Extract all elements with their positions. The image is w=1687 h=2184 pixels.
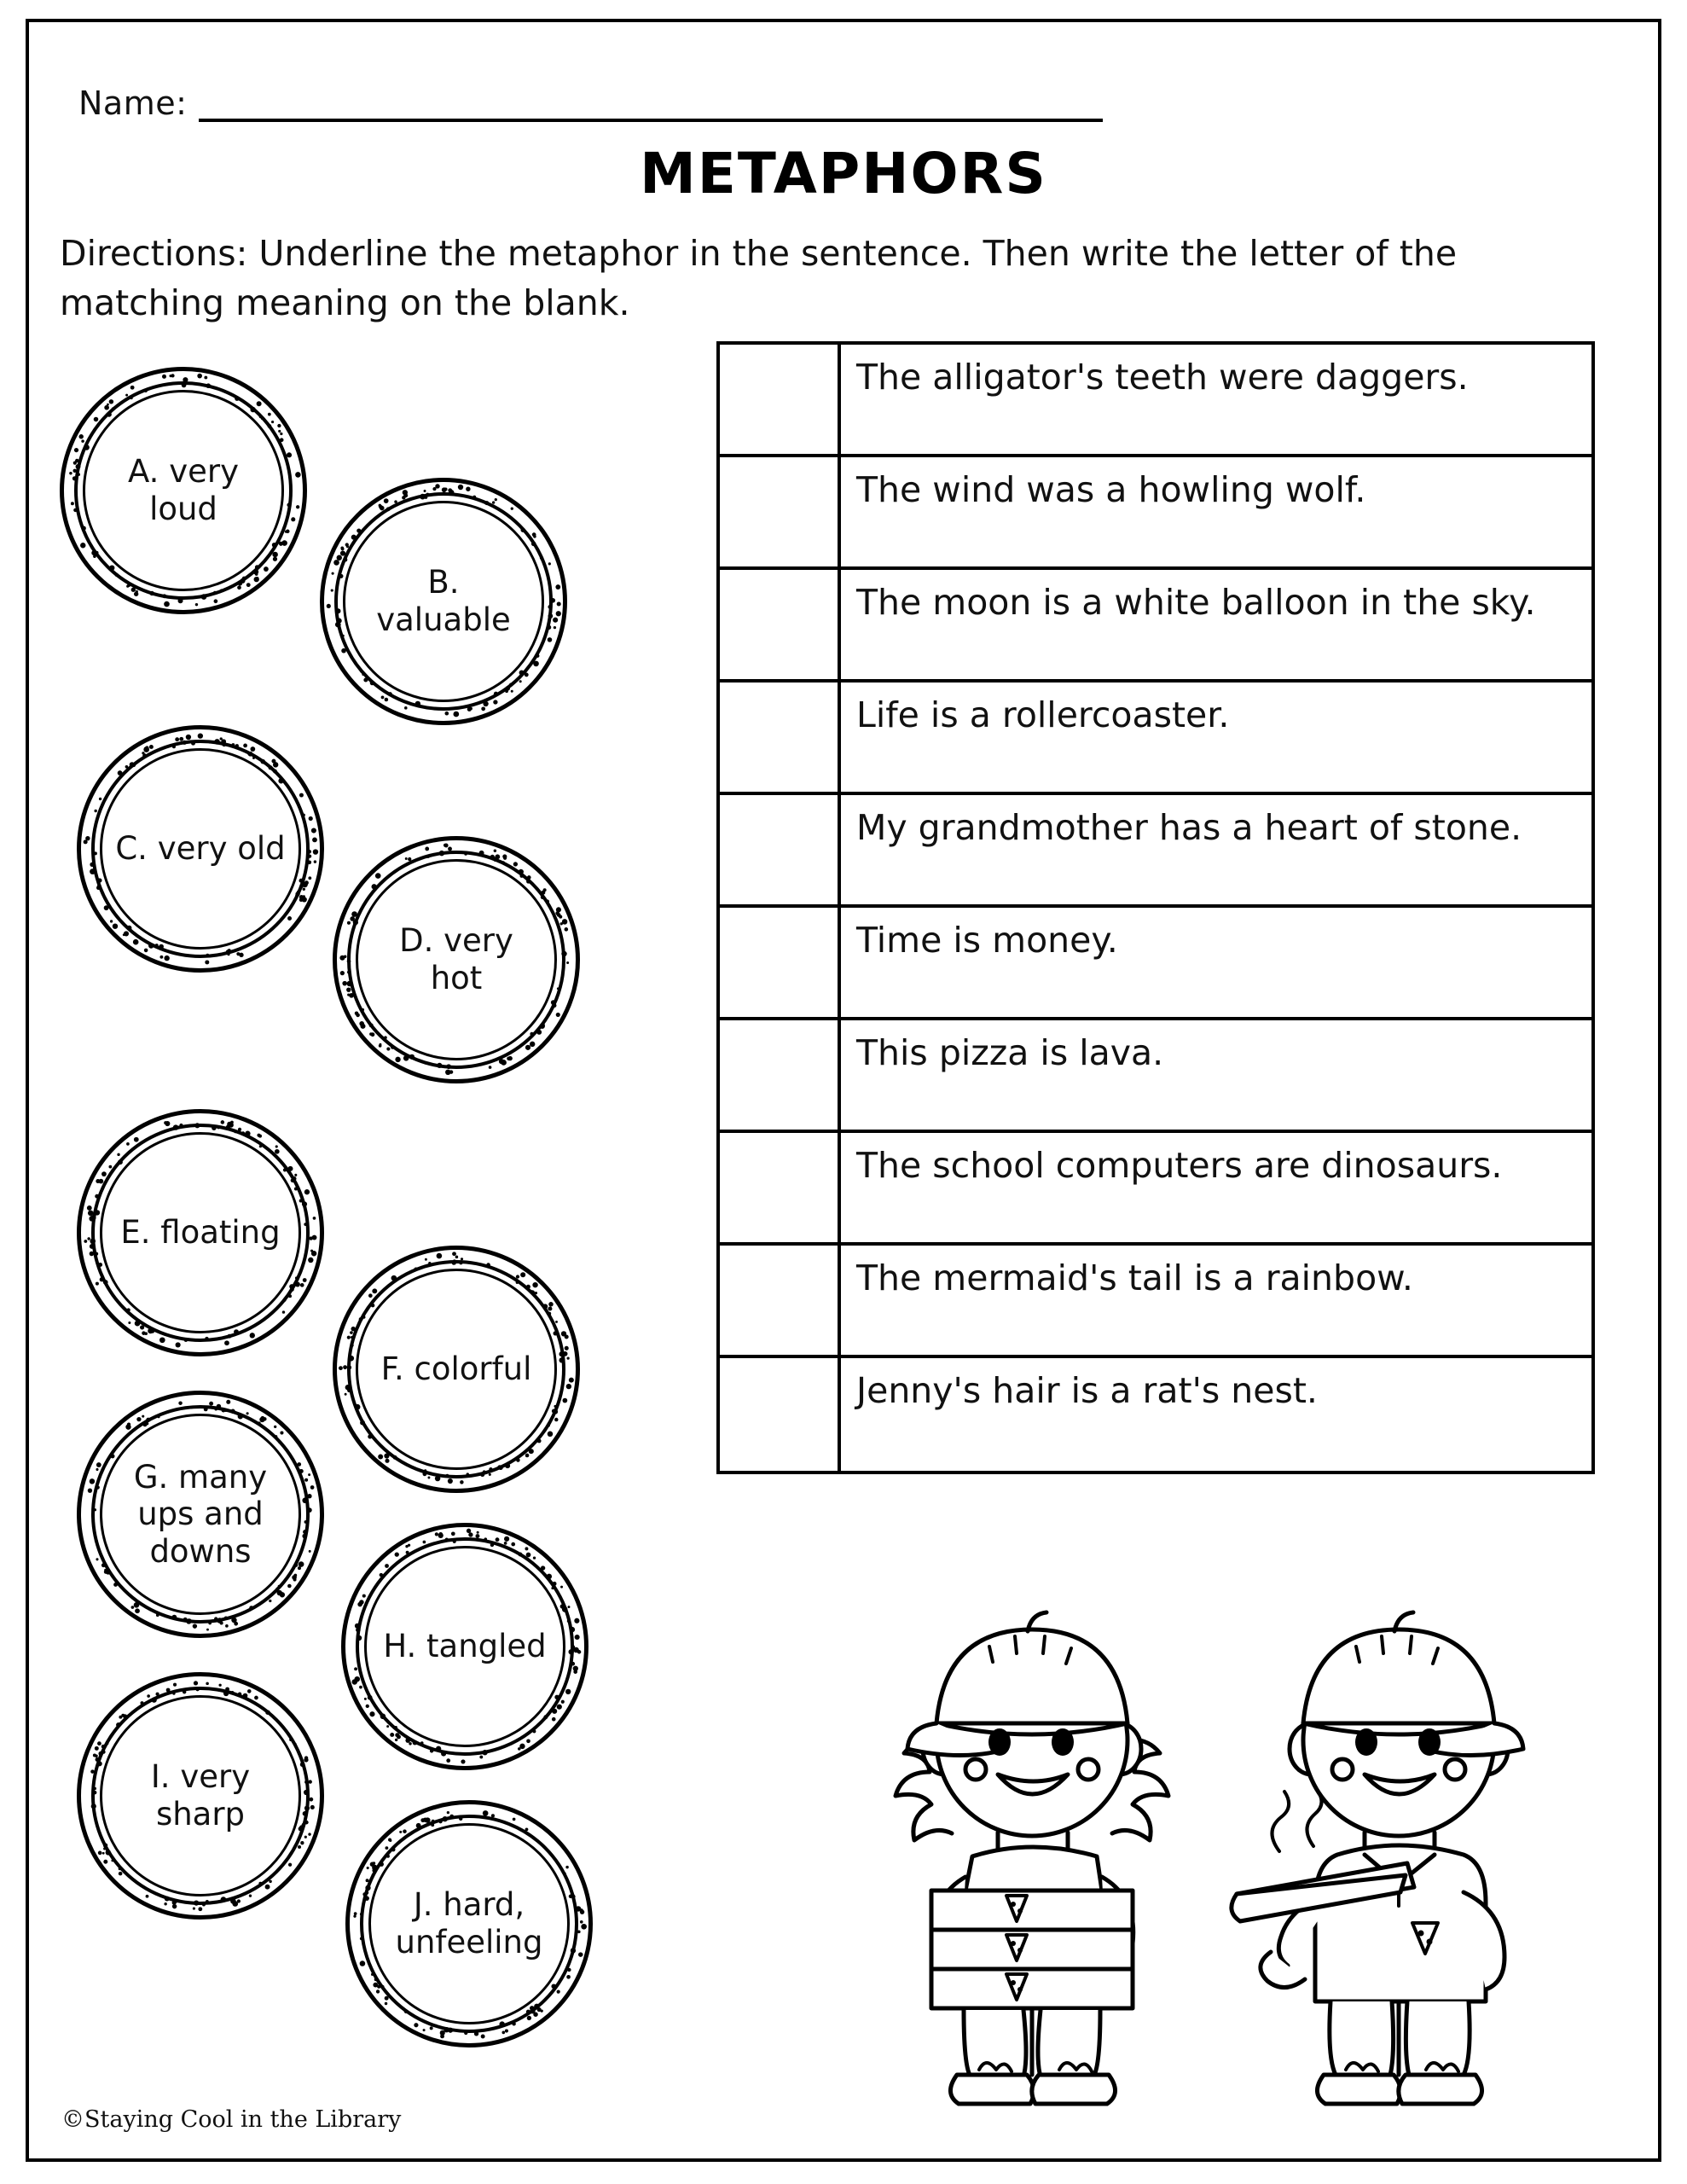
answer-blank-cell[interactable] bbox=[720, 1020, 841, 1130]
footer-credit: ©Staying Cool in the Library bbox=[61, 2106, 402, 2133]
meaning-circle-b[interactable] bbox=[320, 478, 567, 725]
sentence-cell: The school computers are dinosaurs. bbox=[856, 1145, 1503, 1186]
table-row bbox=[720, 1358, 1591, 1471]
meaning-circle-j[interactable] bbox=[345, 1800, 593, 2048]
answer-blank-cell[interactable] bbox=[720, 570, 841, 679]
meaning-label: G. many ups and downs bbox=[133, 1458, 268, 1570]
sentence-cell: The wind was a howling wolf. bbox=[856, 469, 1366, 510]
meaning-circle-g[interactable] bbox=[77, 1391, 324, 1638]
meaning-circle-c[interactable] bbox=[77, 725, 324, 973]
table-row bbox=[720, 1133, 1591, 1246]
name-input-blank[interactable] bbox=[199, 81, 1103, 122]
table-row bbox=[720, 1020, 1591, 1133]
meaning-label: F. colorful bbox=[380, 1350, 532, 1388]
sentences-table bbox=[716, 341, 1595, 1474]
sentence-cell: Time is money. bbox=[856, 920, 1118, 961]
answer-blank-cell[interactable] bbox=[720, 1246, 841, 1355]
meaning-circle-d[interactable] bbox=[333, 836, 580, 1083]
answer-blank-cell[interactable] bbox=[720, 908, 841, 1017]
sentence-cell: The alligator's teeth were daggers. bbox=[856, 357, 1469, 398]
meaning-circle-a[interactable] bbox=[60, 367, 307, 614]
meaning-label: J. hard, unfeeling bbox=[395, 1886, 543, 1960]
answer-blank-cell[interactable] bbox=[720, 795, 841, 904]
sentence-cell: My grandmother has a heart of stone. bbox=[856, 807, 1522, 848]
sentence-cell: The mermaid's tail is a rainbow. bbox=[856, 1258, 1413, 1298]
table-row bbox=[720, 345, 1591, 457]
meaning-label: A. very loud bbox=[128, 453, 239, 527]
sentence-cell: Life is a rollercoaster. bbox=[856, 694, 1230, 735]
answer-blank-cell[interactable] bbox=[720, 682, 841, 792]
meaning-label: B. valuable bbox=[376, 564, 511, 638]
answer-blank-cell[interactable] bbox=[720, 345, 841, 454]
page-title: METAPHORS bbox=[640, 141, 1047, 206]
sentence-cell: Jenny's hair is a rat's nest. bbox=[856, 1370, 1318, 1411]
sentence-cell: The moon is a white balloon in the sky. bbox=[856, 582, 1536, 623]
name-row bbox=[78, 81, 1103, 122]
meaning-label: C. very old bbox=[115, 830, 286, 868]
meaning-circles bbox=[51, 367, 733, 2056]
meaning-circle-f[interactable] bbox=[333, 1246, 580, 1493]
table-row bbox=[720, 795, 1591, 908]
table-row bbox=[720, 570, 1591, 682]
meaning-label: I. very sharp bbox=[150, 1758, 251, 1833]
meaning-circle-i[interactable] bbox=[77, 1672, 324, 1920]
name-label: Name: bbox=[78, 84, 188, 122]
meaning-label: D. very hot bbox=[399, 922, 513, 996]
meaning-label: E. floating bbox=[120, 1214, 281, 1252]
answer-blank-cell[interactable] bbox=[720, 457, 841, 566]
table-row bbox=[720, 457, 1591, 570]
table-row bbox=[720, 1246, 1591, 1358]
meaning-label: H. tangled bbox=[383, 1628, 547, 1665]
sentence-cell: This pizza is lava. bbox=[856, 1032, 1164, 1073]
meaning-circle-h[interactable] bbox=[341, 1523, 588, 1770]
answer-blank-cell[interactable] bbox=[720, 1358, 841, 1471]
table-row bbox=[720, 682, 1591, 795]
table-row bbox=[720, 908, 1591, 1020]
answer-blank-cell[interactable] bbox=[720, 1133, 841, 1242]
meaning-circle-e[interactable] bbox=[77, 1109, 324, 1356]
directions-text: Directions: Underline the metaphor in the sentence. Then write the letter of the matching meaning on the blank. bbox=[60, 233, 1458, 324]
kids-pizza-illustration bbox=[870, 1595, 1638, 2124]
